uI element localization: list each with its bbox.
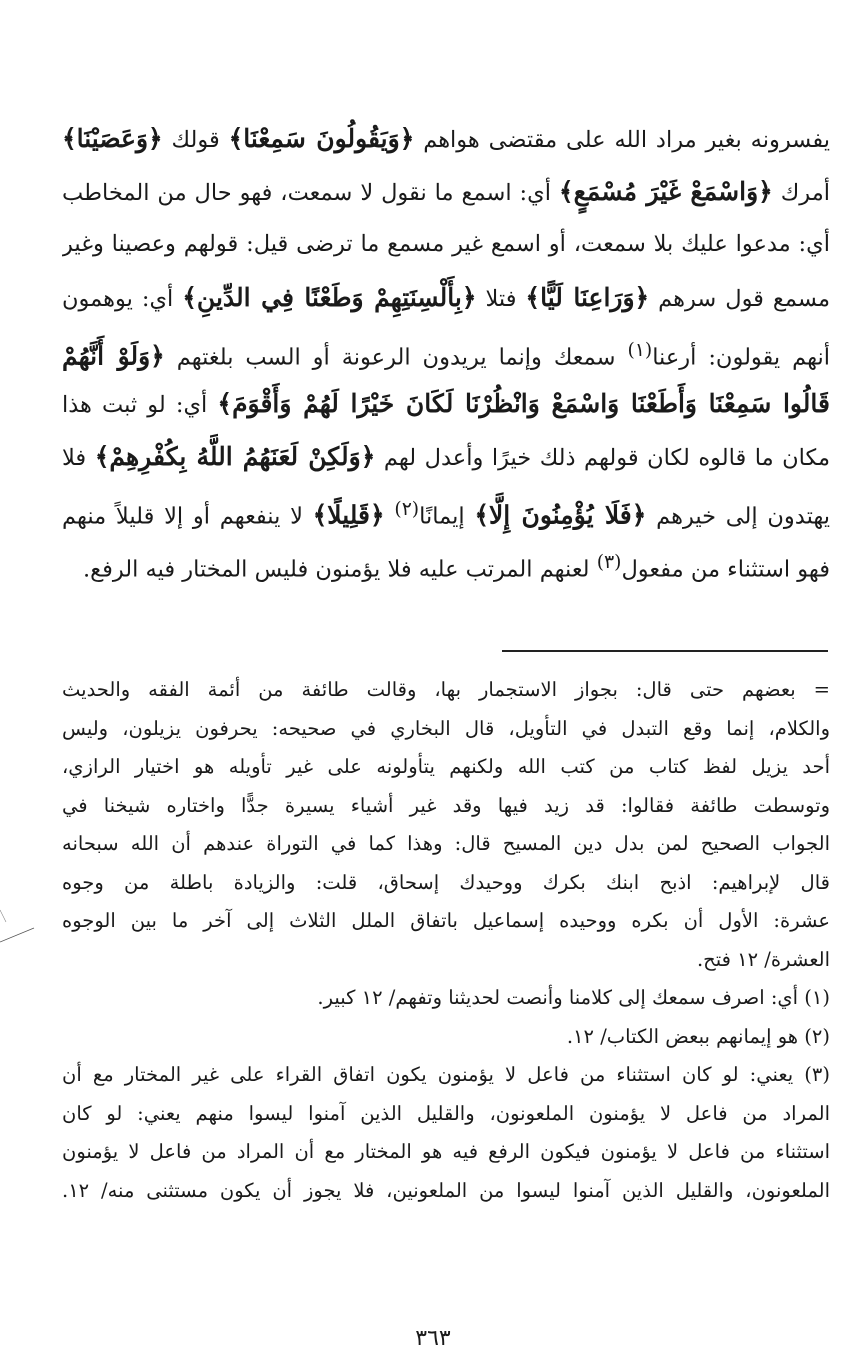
text-span: أي: لو ثبت هذا: [62, 392, 218, 418]
footnote-line: والكلام، إنما وقع التبدل في التأويل، قال البخاري في صحيحه: يحرفون يزيلون، وليس: [62, 716, 830, 740]
main-text-line: [62, 112, 830, 165]
text-span: سمعك وإنما يريدون الرعونة أو السب بلغتهم: [164, 344, 628, 371]
footnote-line: المراد من فاعل لا يؤمنون الملعونون، والقليل الذين آمنوا ليسوا منهم يعني: لو كان: [62, 1101, 830, 1125]
footnote-ref: (٣): [596, 552, 622, 573]
quran-quote: ﴿وَلَكِنْ لَعَنَهُمُ اللَّهُ بِكُفْرِهِمْ﴾: [94, 442, 376, 471]
margin-pen-mark: [0, 900, 40, 960]
main-text-line: [62, 271, 830, 324]
footnote-line: استثناء من فاعل لا يؤمنون فيكون الرفع فيه هو المختار مع أن المراد من فاعل لا يؤمنون: [62, 1140, 830, 1163]
footnote-line: (٢) هو إيمانهم ببعض الكتاب/ ١٢.: [566, 1024, 830, 1048]
footnote-separator: [502, 650, 828, 652]
main-text-line: [62, 218, 830, 271]
footnote-line: (١) أي: اصرف سمعك إلى كلامنا وأنصت لحديثنا وتفهم/ ١٢ كبير.: [317, 986, 830, 1009]
main-text-line: [62, 377, 830, 430]
main-text-line: [62, 324, 830, 377]
footnote-line: الجواب الصحيح لمن بدل دين المسيح قال: وهذا كما في التوراة عندهم أن الله سبحانه: [62, 832, 830, 855]
text-span: يفسرونه بغير مراد الله على مقتضى هواهم: [414, 127, 830, 153]
quran-quote: ﴿وَيَقُولُونَ سَمِعْنَا﴾: [228, 124, 415, 153]
text-span: إيمانًا: [419, 503, 475, 530]
footnote-line: = بعضهم حتى قال: بجواز الاستجمار بها، وقالت طائفة من أئمة الفقه والحديث: [62, 678, 830, 701]
main-text-block: [62, 112, 830, 589]
text-span: فهو استثناء من مفعول: [621, 556, 830, 583]
footnote-line: عشرة: الأول أن بكره ووحيده إسماعيل باتفاق الملل الثلاث إلى آخر ما بين الوجوه: [62, 909, 830, 932]
text-span: [385, 504, 395, 530]
text-span: أي: مدعوا عليك بلا سمعت، أو اسمع غير مسمع ما ترضى قيل: قولهم وعصينا وغير: [62, 231, 830, 257]
quran-quote: ﴿قَلِيلًا﴾: [312, 500, 385, 530]
quran-quote: ﴿فَلَا يُؤْمِنُونَ إِلَّا﴾: [474, 500, 647, 530]
quran-quote: ﴿وَرَاعِنَا لَيًّا﴾: [525, 283, 650, 312]
footnote-ref: (٢): [394, 499, 420, 520]
main-text-line: [62, 483, 830, 536]
footnote-line: أحد يزيل لفظ كتاب من كتب الله ولكنهم يتأولونه على غير تأويله هو اختيار الرازي،: [62, 755, 830, 778]
footnote-line: (٣) يعني: لو كان استثناء من فاعل لا يؤمنون يكون اتفاق القراء على غير المختار مع أن: [62, 1063, 830, 1086]
main-text-line: [62, 430, 830, 483]
page-number: ٣٦٣: [415, 1326, 451, 1351]
text-span: قولك: [162, 127, 229, 153]
quran-quote: ﴿بِأَلْسِنَتِهِمْ وَطَعْنًا فِي الدِّينِ﴾: [182, 283, 477, 312]
text-span: يهتدون إلى خيرهم: [646, 503, 830, 530]
text-span: أي: اسمع ما نقول لا سمعت، فهو حال من المخاطب: [62, 180, 559, 206]
quran-quote: ﴿وَعَصَيْنَا﴾: [62, 124, 163, 153]
footnote-line: وتوسطت طائفة فقالوا: قد زيد فيها وقد غير أشياء يسيرة جدًّا واختاره شيخنا في: [62, 793, 830, 817]
quran-quote: ﴿وَاسْمَعْ غَيْرَ مُسْمَعٍ﴾: [558, 177, 773, 206]
quran-quote: ﴿وَلَوْ أَنَّهُمْ: [62, 341, 165, 371]
footnote-line: قال لإبراهيم: اذبح ابنك بكرك ووحيدك إسحاق، قلت: والزيادة باطلة من وجوه: [62, 870, 830, 894]
text-span: أمرك: [772, 180, 830, 206]
footnote-line: الملعونون، والقليل الذين آمنوا ليسوا من الملعونين، فلا يجوز أن يكون مستثنى منه/ ١٢.: [62, 1178, 830, 1202]
footnote-line: العشرة/ ١٢ فتح.: [696, 947, 830, 971]
footnotes-block: [62, 671, 830, 1210]
text-span: فلا: [62, 445, 95, 471]
text-span: فتلا: [476, 286, 526, 312]
quran-quote: قَالُوا سَمِعْنَا وَأَطَعْنَا وَاسْمَعْ وَانْظُرْنَا لَكَانَ خَيْرًا لَهُمْ وَأَقْوَمَ﴾: [217, 389, 830, 418]
main-text-line: [62, 536, 830, 589]
text-span: أنهم يقولون: أرعنا: [652, 344, 830, 371]
footnote-ref: (١): [627, 340, 653, 361]
text-span: لعنهم المرتب عليه فلا يؤمنون فليس المختار فيه الرفع.: [82, 556, 597, 583]
text-span: مسمع قول سرهم: [649, 286, 830, 312]
text-span: أي: يوهمون: [62, 286, 183, 312]
text-span: لا ينفعهم أو إلا قليلاً منهم: [62, 503, 313, 530]
main-text-line: [62, 165, 830, 218]
text-span: مكان ما قالوه لكان قولهم ذلك خيرًا وأعدل لهم: [375, 445, 830, 471]
